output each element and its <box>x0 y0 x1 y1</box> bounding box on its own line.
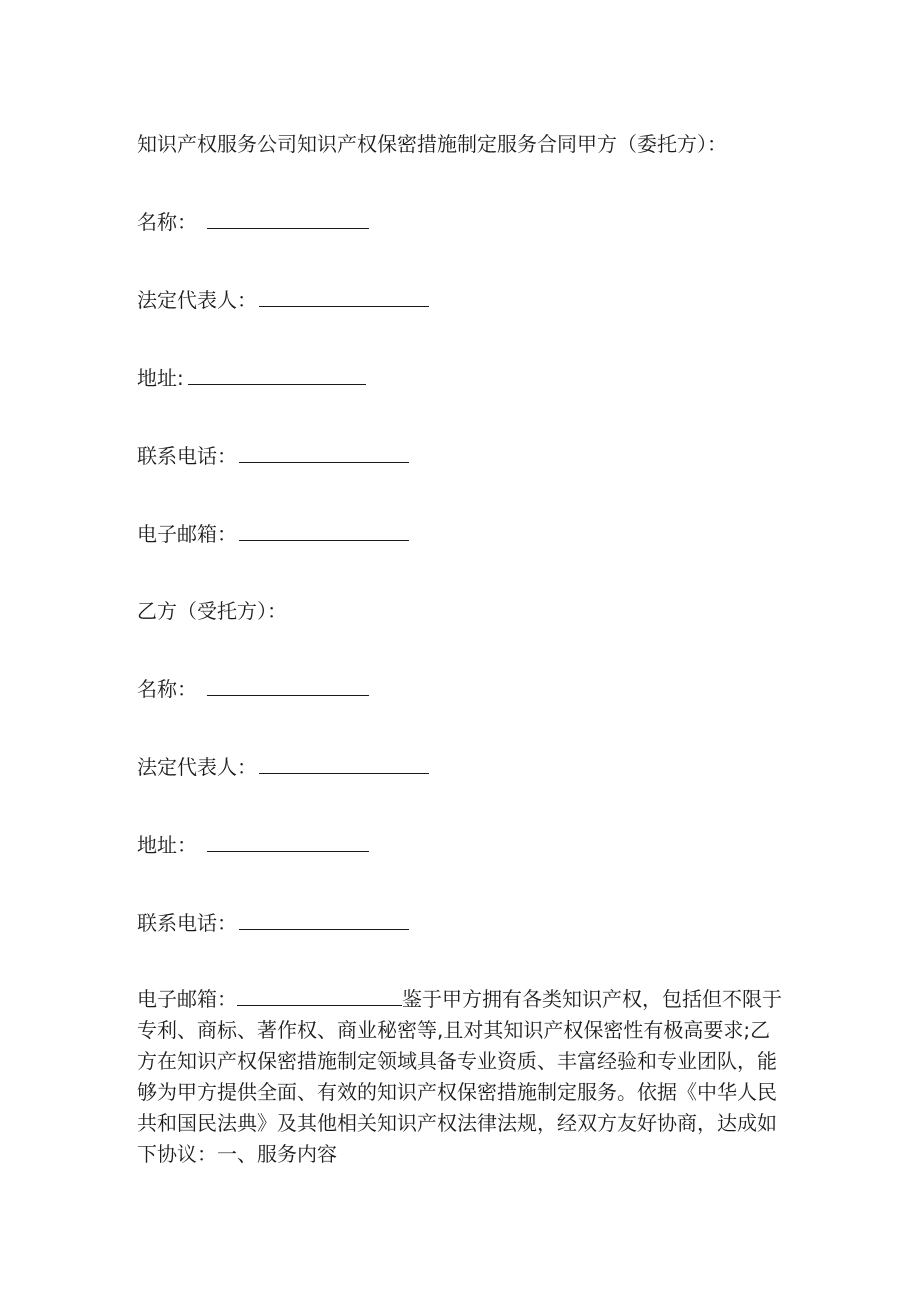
party-a-rep-row <box>137 286 429 314</box>
party-a-address-row <box>137 364 366 392</box>
party-a-address-blank[interactable] <box>188 364 366 385</box>
party-a-address-label: 地址: <box>137 366 184 390</box>
recital-paragraph <box>137 984 787 1170</box>
party-a-email-label: 电子邮箱： <box>137 522 237 546</box>
party-b-name-label: 名称： <box>137 677 197 701</box>
party-a-phone-blank[interactable] <box>239 442 409 463</box>
party-b-email-label: 电子邮箱： <box>137 987 237 1011</box>
party-b-heading-text: 乙方（受托方）： <box>137 599 287 623</box>
document-title <box>137 130 727 158</box>
party-a-name-blank[interactable] <box>207 208 369 229</box>
party-a-email-blank[interactable] <box>239 520 409 541</box>
party-a-phone-row <box>137 442 409 470</box>
party-a-rep-blank[interactable] <box>259 286 429 307</box>
party-b-phone-blank[interactable] <box>239 909 409 930</box>
party-b-address-label: 地址： <box>137 833 197 857</box>
party-b-email-blank[interactable] <box>237 987 402 1006</box>
party-a-name-label: 名称： <box>137 210 197 234</box>
party-b-phone-row <box>137 909 409 937</box>
party-b-address-row <box>137 831 369 859</box>
party-b-name-row <box>137 675 369 703</box>
party-a-name-row <box>137 208 369 236</box>
party-b-address-blank[interactable] <box>207 831 369 852</box>
party-b-name-blank[interactable] <box>207 675 369 696</box>
party-a-email-row <box>137 520 409 548</box>
party-b-heading <box>137 597 287 625</box>
party-b-rep-label: 法定代表人： <box>137 755 257 779</box>
party-b-phone-label: 联系电话： <box>137 911 237 935</box>
recital-body: 鉴于甲方拥有各类知识产权，包括但不限于专利、商标、著作权、商业秘密等,且对其知识产权保密性有极高要求;乙方在知识产权保密措施制定领域具备专业资质、丰富经验和专业团队，能够为甲方提供全面、有效的知识产权保密措施制定服务。依据《中华人民共和国民法典》及其他相关知识产权法律法规，经双方友好协商，达成如下协议：一、服务内容 <box>137 987 782 1166</box>
party-a-phone-label: 联系电话： <box>137 444 237 468</box>
title-text: 知识产权服务公司知识产权保密措施制定服务合同甲方（委托方）： <box>137 132 727 156</box>
party-b-rep-blank[interactable] <box>259 753 429 774</box>
party-a-rep-label: 法定代表人： <box>137 288 257 312</box>
party-b-rep-row <box>137 753 429 781</box>
